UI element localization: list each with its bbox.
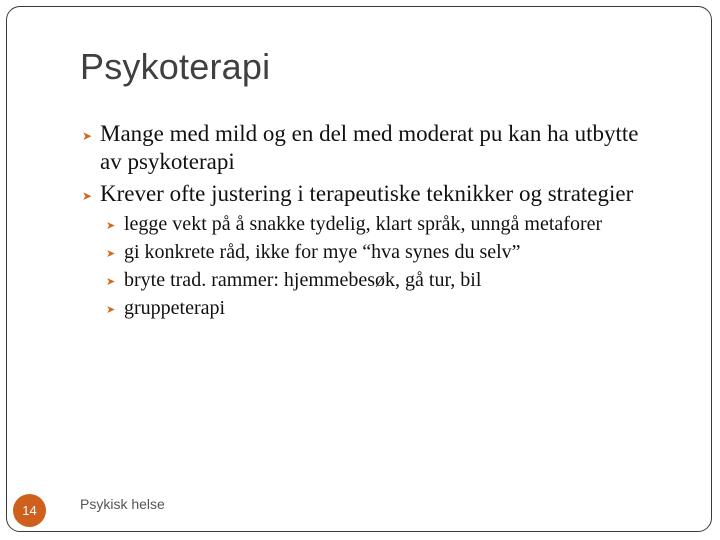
slide-body <box>80 120 660 324</box>
bullet-item <box>80 120 660 176</box>
bullet-text: Krever ofte justering i terapeutiske teknikker og strategier <box>100 181 634 206</box>
arrow-bullet-icon: ➤ <box>82 129 93 143</box>
arrow-bullet-icon: ➤ <box>106 248 116 260</box>
page-number-badge: 14 <box>13 494 46 527</box>
arrow-bullet-icon: ➤ <box>106 304 116 316</box>
sub-bullet-text: gi konkrete råd, ikke for mye “hva synes du selv” <box>124 241 521 263</box>
sub-bullet-item <box>80 212 660 236</box>
slide-title: Psykoterapi <box>80 46 271 87</box>
sub-bullet-item <box>80 268 660 292</box>
arrow-bullet-icon: ➤ <box>106 276 116 288</box>
sub-bullet-text: gruppeterapi <box>124 297 226 319</box>
sub-bullet-item <box>80 240 660 264</box>
sub-bullet-item <box>80 296 660 320</box>
bullet-text: Mange med mild og en del med moderat pu kan ha utbytte av psykoterapi <box>100 121 639 174</box>
footer-text: Psykisk helse <box>80 496 165 512</box>
bullet-item <box>80 180 660 208</box>
sub-bullet-text: legge vekt på å snakke tydelig, klart språk, unngå metaforer <box>124 213 603 235</box>
arrow-bullet-icon: ➤ <box>82 189 93 203</box>
sub-bullet-text: bryte trad. rammer: hjemmebesøk, gå tur, bil <box>124 269 482 291</box>
arrow-bullet-icon: ➤ <box>106 220 116 232</box>
